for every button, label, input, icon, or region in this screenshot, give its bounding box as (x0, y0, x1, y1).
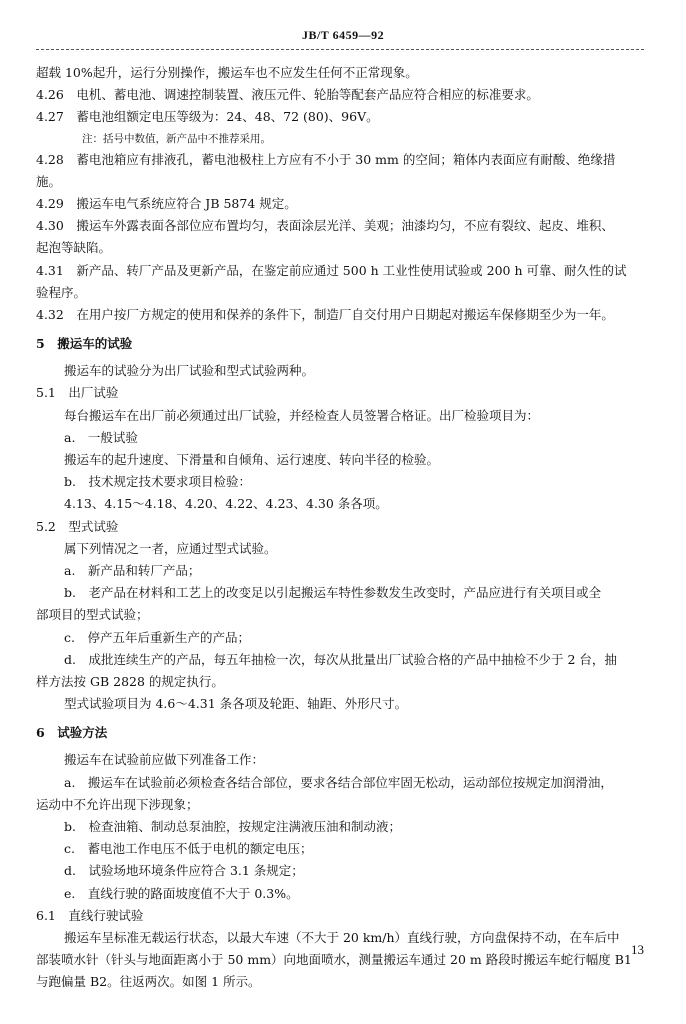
clause-4-27: 4.27 蓄电池组额定电压等级为：24、48、72 (80)、96V。 (36, 109, 379, 125)
paragraph-line: 搬运车在试验前应做下列准备工作： (64, 752, 265, 768)
standard-header: JB/T 6459—92 (301, 28, 385, 42)
clause-4-28: 4.28 蓄电池箱应有排液孔，蓄电池极柱上方应有不小于 30 mm 的空间；箱体内表面应有耐酸、绝缘措 (36, 151, 616, 167)
paragraph-line: 搬运车的起升速度、下滑量和自倾角、运行速度、转向半径的检验。 (64, 452, 440, 467)
paragraph-line: 超载 10%起升，运行分别操作，搬运车也不应发生任何不正常现象。 (36, 65, 418, 80)
list-item-b: b. 检查油箱、制动总泵油腔，按规定注满液压油和制动液； (64, 819, 401, 834)
paragraph-line: 部装喷水针（针头与地面距离小于 50 mm）向地面喷水，测量搬运车通过 20 m 路段时搬运车蛇行幅度 B1 (36, 952, 632, 968)
clause-4-26: 4.26 电机、蓄电池、调速控制装置、液压元件、轮胎等配套产品应符合相应的标准要求。 (36, 87, 539, 103)
paragraph-line: 与跑偏量 B2。往返两次。如图 1 所示。 (36, 974, 261, 990)
paragraph-line: 搬运车的试验分为出厂试验和型式试验两种。 (64, 363, 315, 379)
list-item-d: d. 成批连续生产的产品，每五年抽检一次，每次从批量出厂试验合格的产品中抽检不少于 2 台，抽 (64, 651, 617, 667)
clause-4-32: 4.32 在用户按厂方规定的使用和保养的条件下，制造厂自交付用户日期起对搬运车保修期至少为一年。 (36, 306, 614, 322)
list-item-a: a. 搬运车在试验前必须检查各结合部位，要求各结合部位牢固无松动，运动部位按规定加润滑油， (64, 774, 613, 790)
list-item-c: c. 停产五年后重新生产的产品； (64, 629, 250, 645)
subsection-heading-5-1: 5.1 出厂试验 (36, 385, 119, 401)
paragraph-line: 每台搬运车在出厂前必须通过出厂试验，并经检查人员签署合格证。出厂检验项目为： (64, 407, 540, 423)
clause-4-30: 4.30 搬运车外露表面各部位应布置均匀，表面涂层光洋、美观；油漆均匀，不应有裂纹、起皮、堆积、 (36, 218, 614, 234)
page-number: 13 (631, 942, 644, 957)
paragraph-line: 4.13、4.15～4.18、4.20、4.22、4.23、4.30 条各项。 (64, 496, 388, 512)
paragraph-line: 属下列情况之一者，应通过型式试验。 (64, 540, 277, 556)
paragraph-line: 施。 (36, 173, 62, 189)
document-body (36, 62, 640, 994)
list-item-a: a. 一般试验 (64, 429, 138, 445)
paragraph-line: 样方法按 GB 2828 的规定执行。 (36, 673, 224, 689)
paragraph-line: 运动中不允许出现下涉现象； (36, 796, 199, 812)
clause-4-31: 4.31 新产品、转厂产品及更新产品，在鉴定前应通过 500 h 工业性使用试验或 200 h 可靠、耐久性的试 (36, 262, 627, 278)
note-line: 注：括号中数值，新产品中不推荐采用。 (82, 132, 271, 145)
list-item-a: a. 新产品和转厂产品； (64, 562, 201, 578)
header-divider (36, 49, 644, 50)
list-item-c: c. 蓄电池工作电压不低于电机的额定电压； (64, 841, 313, 857)
section-heading-5: 5 搬运车的试验 (36, 336, 133, 352)
list-item-b: b. 老产品在材料和工艺上的改变足以引起搬运车特性参数发生改变时，产品应进行有关项目或全 (64, 585, 601, 601)
subsection-heading-6-1: 6.1 直线行驶试验 (36, 907, 144, 923)
section-heading-6: 6 试验方法 (36, 725, 108, 741)
paragraph-line: 搬运车呈标准无载运行状态，以最大车速（不大于 20 km/h）直线行驶，方向盘保持不动，在车后中 (64, 929, 620, 945)
paragraph-line: 起泡等缺陷。 (36, 240, 112, 256)
list-item-b: b. 技术规定技术要求项目检验： (64, 474, 251, 490)
subsection-heading-5-2: 5.2 型式试验 (36, 518, 119, 534)
list-item-e: e. 直线行驶的路面坡度值不大于 0.3%。 (64, 885, 299, 901)
paragraph-line: 验程序。 (36, 284, 87, 300)
paragraph-line: 型式试验项目为 4.6～4.31 条各项及轮距、轴距、外形尺寸。 (64, 696, 408, 712)
list-item-d: d. 试验场地环境条件应符合 3.1 条规定； (64, 863, 304, 879)
paragraph-line: 部项目的型式试验； (36, 607, 149, 623)
clause-4-29: 4.29 搬运车电气系统应符合 JB 5874 规定。 (36, 195, 297, 211)
